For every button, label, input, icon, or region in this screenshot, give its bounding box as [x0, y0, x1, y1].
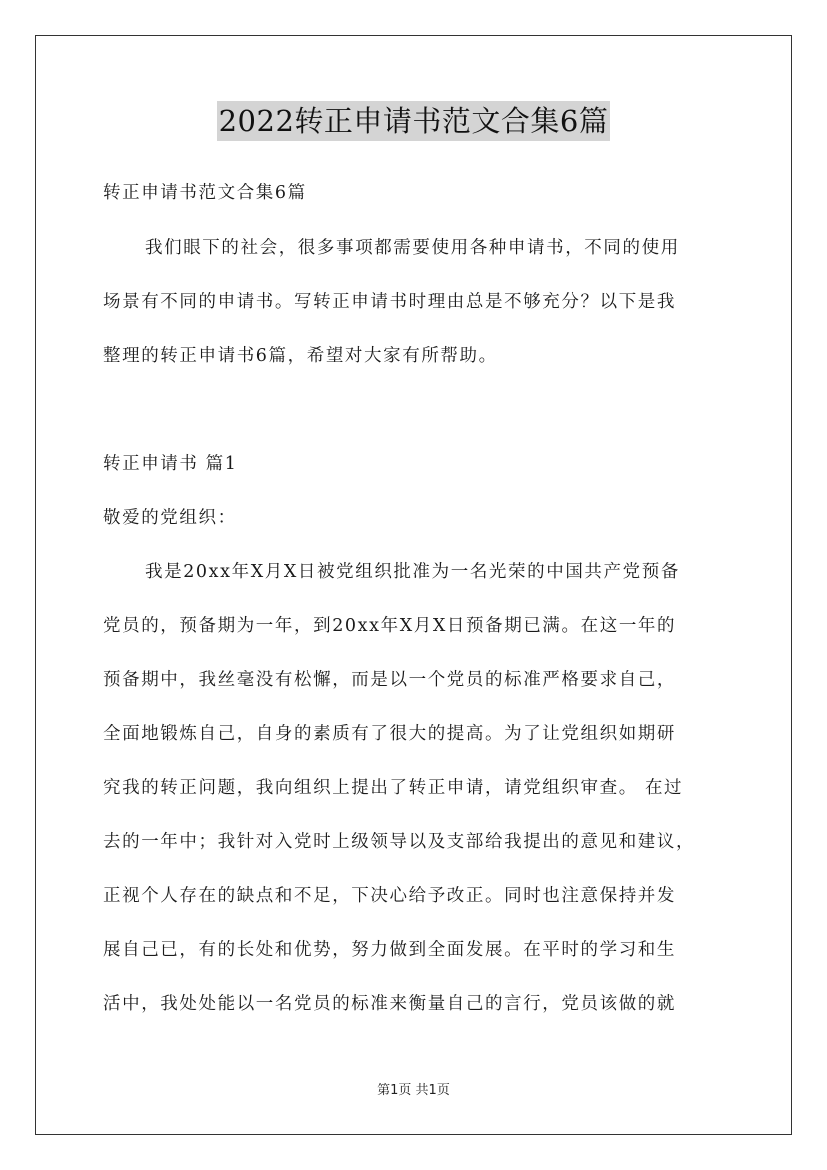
body-line-7: 正视个人存在的缺点和不足，下决心给予改正。同时也注意保持并发 — [103, 886, 676, 906]
intro-line-3: 整理的转正申请书6篇，希望对大家有所帮助。 — [103, 346, 498, 366]
body-line-6: 去的一年中；我针对入党时上级领导以及支部给我提出的意见和建议， — [103, 832, 696, 852]
title-container — [0, 101, 827, 141]
salutation: 敬爱的党组织： — [103, 508, 237, 528]
body-line-1: 我是20xx年X月X日被党组织批准为一名光荣的中国共产党预备 — [145, 562, 680, 582]
document-title: 2022转正申请书范文合集6篇 — [217, 101, 611, 141]
intro-line-1: 我们眼下的社会，很多事项都需要使用各种申请书，不同的使用 — [145, 238, 680, 258]
document-subtitle: 转正申请书范文合集6篇 — [103, 183, 307, 203]
body-line-3: 预备期中，我丝毫没有松懈，而是以一个党员的标准严格要求自己， — [103, 670, 676, 690]
page-footer: 第1页 共1页 — [377, 1083, 450, 1098]
body-line-2: 党员的，预备期为一年，到20xx年X月X日预备期已满。在这一年的 — [103, 616, 677, 636]
body-line-8: 展自己已，有的长处和优势，努力做到全面发展。在平时的学习和生 — [103, 940, 676, 960]
section-heading: 转正申请书 篇1 — [103, 454, 238, 474]
intro-line-2: 场景有不同的申请书。写转正申请书时理由总是不够充分？以下是我 — [103, 292, 676, 312]
body-line-9: 活中，我处处能以一名党员的标准来衡量自己的言行，党员该做的就 — [103, 994, 676, 1014]
body-line-4: 全面地锻炼自己，自身的素质有了很大的提高。为了让党组织如期研 — [103, 724, 676, 744]
body-line-5: 究我的转正问题，我向组织上提出了转正申请，请党组织审查。 在过 — [103, 778, 684, 798]
